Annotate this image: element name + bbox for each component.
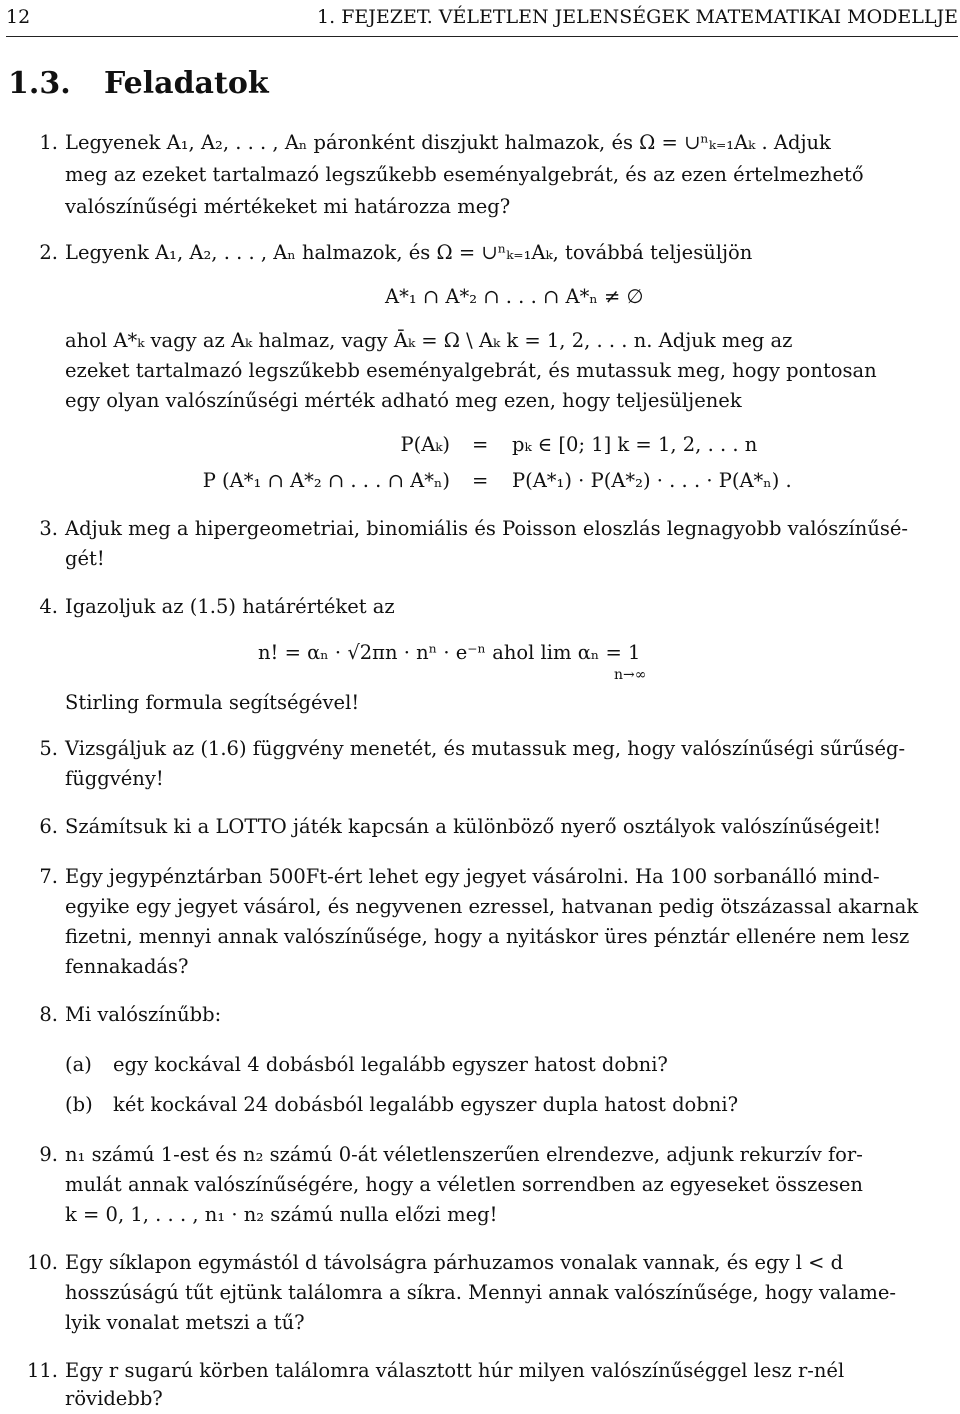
limit-subscript: n→∞	[614, 667, 647, 683]
problem-text-line: gét!	[65, 547, 105, 570]
problem-number: 10.	[26, 1251, 58, 1274]
problem-text-line: fennakadás?	[65, 955, 189, 978]
equation-right: pₖ ∈ [0; 1] k = 1, 2, . . . n	[512, 433, 758, 456]
problem-text-line: hosszúságú tűt ejtünk találomra a síkra. Mennyi annak valószínűsége, hogy valame-	[65, 1281, 896, 1304]
problem-text-line: ahol A*ₖ vagy az Aₖ halmaz, vagy Āₖ = Ω \ Aₖ k = 1, 2, . . . n. Adjuk meg az	[65, 329, 793, 352]
page-number: 12	[6, 6, 31, 28]
subitem-label: (a)	[65, 1053, 92, 1076]
problem-text-line: n₁ számú 1-est és n₂ számú 0-át véletlenszerűen elrendezve, adjunk rekurzív for-	[65, 1143, 863, 1166]
equation-sign: =	[472, 469, 489, 492]
problem-text-line: Igazoljuk az (1.5) határértéket az	[65, 595, 395, 618]
problem-number: 3.	[39, 517, 58, 540]
problem-text-line: meg az ezeket tartalmazó legszűkebb eseményalgebrát, és az ezen értelmezhető	[65, 163, 864, 186]
section-title: Feladatok	[104, 66, 269, 101]
equation-sign: =	[472, 433, 489, 456]
problem-text-line: egyike egy jegyet vásárol, és negyvenen ezressel, hatvanan pedig ötszázassal akarnak	[65, 895, 919, 918]
problem-text-line: Számítsuk ki a LOTTO játék kapcsán a különböző nyerő osztályok valószínűségeit!	[65, 815, 882, 838]
problem-number: 5.	[39, 737, 58, 760]
running-title: 1. FEJEZET. VÉLETLEN JELENSÉGEK MATEMATIKAI MODELLJE	[317, 6, 958, 28]
equation-right: P(A*₁) · P(A*₂) · . . . · P(A*ₙ) .	[512, 469, 792, 492]
subitem-text: két kockával 24 dobásból legalább egyszer dupla hatost dobni?	[113, 1093, 739, 1116]
problem-number: 1.	[39, 131, 58, 154]
problem-text-line: Egy jegypénztárban 500Ft-ért lehet egy jegyet vásárolni. Ha 100 sorbanálló mind-	[65, 865, 880, 888]
problem-text-line: Legyenk A₁, A₂, . . . , Aₙ halmazok, és Ω = ∪ⁿₖ₌₁Aₖ, továbbá teljesüljön	[65, 241, 753, 264]
equation-left: P(Aₖ)	[400, 433, 450, 456]
problem-number: 6.	[39, 815, 58, 838]
equation-left: P (A*₁ ∩ A*₂ ∩ . . . ∩ A*ₙ)	[202, 469, 450, 492]
section-heading	[8, 64, 269, 104]
problem-text-line: egy olyan valószínűségi mérték adható meg ezen, hogy teljesüljenek	[65, 389, 742, 412]
problem-number: 7.	[39, 865, 58, 888]
problem-text-line: fizetni, mennyi annak valószínűsége, hogy a nyitáskor üres pénztár ellenére nem lesz	[65, 925, 910, 948]
problem-text-line: mulát annak valószínűségére, hogy a véletlen sorrendben az egyeseket összesen	[65, 1173, 863, 1196]
subitem-a	[65, 1050, 668, 1080]
running-header	[6, 2, 958, 32]
display-formula: A*₁ ∩ A*₂ ∩ . . . ∩ A*ₙ ≠ ∅	[385, 285, 644, 308]
problem-text-line: Legyenek A₁, A₂, . . . , Aₙ páronként diszjukt halmazok, és Ω = ∪ⁿₖ₌₁Aₖ . Adjuk	[65, 131, 831, 154]
problem-number: 8.	[39, 1003, 58, 1026]
problem-number: 11.	[26, 1359, 58, 1382]
problem-number: 4.	[39, 595, 58, 618]
problem-text-line: Mi valószínűbb:	[65, 1003, 222, 1026]
problem-text-line: Egy síklapon egymástól d távolságra párhuzamos vonalak vannak, és egy l < d	[65, 1251, 844, 1274]
problem-text-line: Stirling formula segítségével!	[65, 691, 360, 714]
problem-number: 9.	[39, 1143, 58, 1166]
problem-text-line: lyik vonalat metszi a tű?	[65, 1311, 305, 1334]
section-number: 1.3.	[8, 66, 71, 101]
problem-number: 2.	[39, 241, 58, 264]
problem-text-line: Vizsgáljuk az (1.6) függvény menetét, és mutassuk meg, hogy valószínűségi sűrűség-	[65, 737, 906, 760]
header-rule	[6, 36, 958, 37]
problem-text-line: Adjuk meg a hipergeometriai, binomiális és Poisson eloszlás legnagyobb valószínűsé-	[65, 517, 909, 540]
problem-text-line: függvény!	[65, 767, 164, 790]
problem-text-line: rövidebb?	[65, 1387, 163, 1410]
problem-text-line: valószínűségi mértékeket mi határozza meg?	[65, 195, 511, 218]
subitem-b	[65, 1090, 738, 1120]
problem-text-line: k = 0, 1, . . . , n₁ · n₂ számú nulla előzi meg!	[65, 1203, 498, 1226]
subitem-label: (b)	[65, 1093, 93, 1116]
problem-text-line: ezeket tartalmazó legszűkebb eseményalgebrát, és mutassuk meg, hogy pontosan	[65, 359, 877, 382]
problem-text-line: Egy r sugarú körben találomra választott húr milyen valószínűséggel lesz r-nél	[65, 1359, 845, 1382]
display-formula: n! = αₙ · √2πn · nⁿ · e⁻ⁿ ahol lim αₙ = 1	[258, 641, 641, 664]
subitem-text: egy kockával 4 dobásból legalább egyszer hatost dobni?	[113, 1053, 668, 1076]
